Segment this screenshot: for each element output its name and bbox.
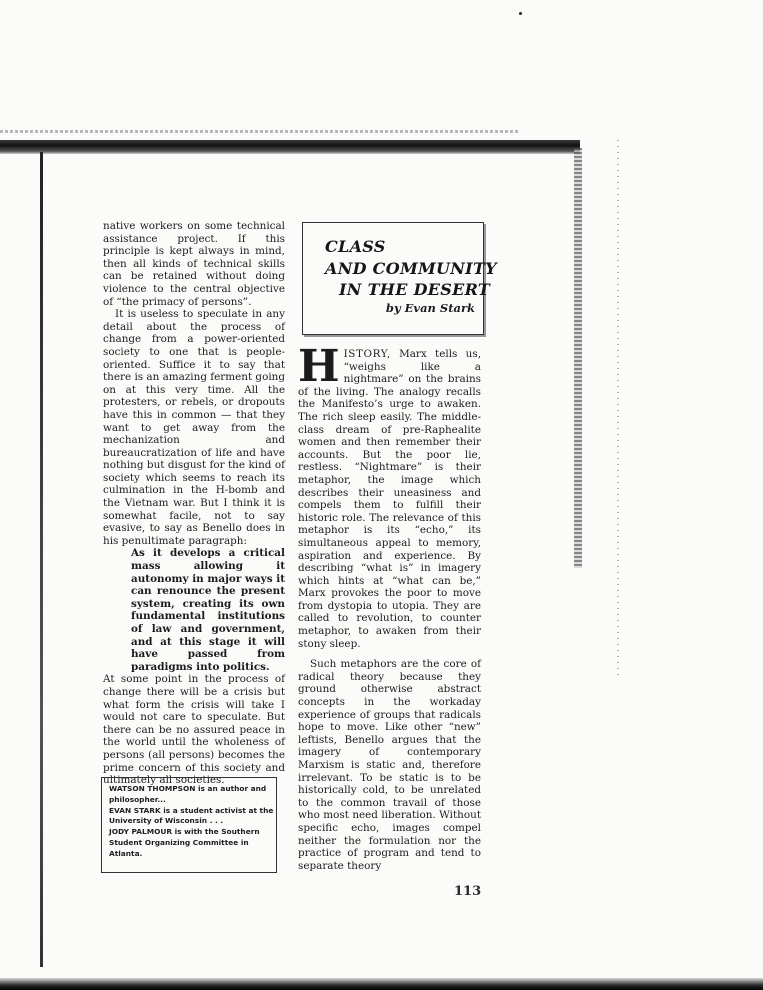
page-left-edge (40, 152, 43, 967)
scan-artifact-right (617, 140, 619, 680)
page-right-edge (574, 148, 582, 568)
contributor-note: WATSON THOMPSON is an author and philosopher... (109, 784, 267, 804)
page-bottom-edge (0, 978, 763, 990)
block-quote: As it develops a critical mass allowing it autonomy in major ways it can renounce the present system, creating its own fundamental institutions of law and government, and at this stage it will have passed from paradigms into politics. (131, 547, 285, 673)
drop-cap: H (298, 341, 340, 392)
page-top-edge (0, 140, 580, 154)
title-line: CLASS (325, 237, 386, 256)
contributor-note: JODY PALMOUR is with the Southern Student Organizing Committee in Atlanta. (109, 827, 260, 858)
scan-artifact-top (0, 130, 520, 133)
paragraph-text: Marx tells us, “weighs like a nightmare” on the brains of the living. The analogy recalls the Manifesto’s urge to awaken. The rich sleep easily. The middle-class dream of pre-Raphealite women and then remember their accounts. But the poor lie, restless. “Nightmare” is their metaphor, the image which describes their uneasiness and compels them to fulfill their historic role. The relevance of this metaphor is its “echo,” its simultaneous appeal to memory, aspiration and experience. By describing “what is” in imagery which hints at “what can be,” Marx provokes the poor to move from dystopia to utopia. They are called to revolution, to counter metaphor, to awaken from their stony sleep. (298, 348, 481, 650)
byline: by Evan Stark (385, 301, 475, 315)
title-line: AND COMMUNITY (325, 259, 497, 278)
paragraph (298, 341, 481, 650)
paragraph: native workers on some technical assistance project. If this principle is kept always in mind, then all kinds of technical skills can be retained without doing violence to the central objective of “the primacy of persons”. (103, 220, 285, 308)
title-line: IN THE DESERT (339, 280, 491, 299)
paragraph: At some point in the process of change there will be a crisis but what form the crisis will take I would not care to speculate. But there can be no assured peace in the world until the wholeness of persons (all persons) becomes the prime concern of this society and ultimately all societies. (103, 673, 285, 787)
contributors-box (101, 777, 277, 873)
contributor-note: EVAN STARK is a student activist at the University of Wisconsin . . . (109, 805, 274, 826)
scan-speck (519, 12, 522, 15)
lead-word: ISTORY, (343, 348, 391, 360)
page-number: 113 (454, 884, 482, 899)
right-column (298, 341, 481, 872)
left-column (103, 220, 285, 787)
paragraph: Such metaphors are the core of radical theory because they ground otherwise abstract concepts in the workaday experience of groups that radicals hope to move. Like other “new” leftists, Benello argues that the imagery of contemporary Marxism is static and, therefore irrelevant. To be static is to be historically cold, to be unrelated to the common travail of those who most need liberation. Without specific echo, images compel neither the formulation nor the practice of program and tend to separate theory (298, 658, 481, 872)
article-title-box (302, 222, 497, 335)
paragraph: It is useless to speculate in any detail about the process of change from a power-oriented society to one that is people-oriented. Suffice it to say that there is an amazing ferment going on at this very time. All the protesters, or rebels, or dropouts have this in common — that they want to get away from the mechanization and bureaucratization of life and have nothing but disgust for the kind of society which seems to reach its culmination in the H-bomb and the Vietnam war. But I think it is somewhat facile, not to say evasive, to say as Benello does in his penultimate paragraph: (103, 308, 285, 547)
